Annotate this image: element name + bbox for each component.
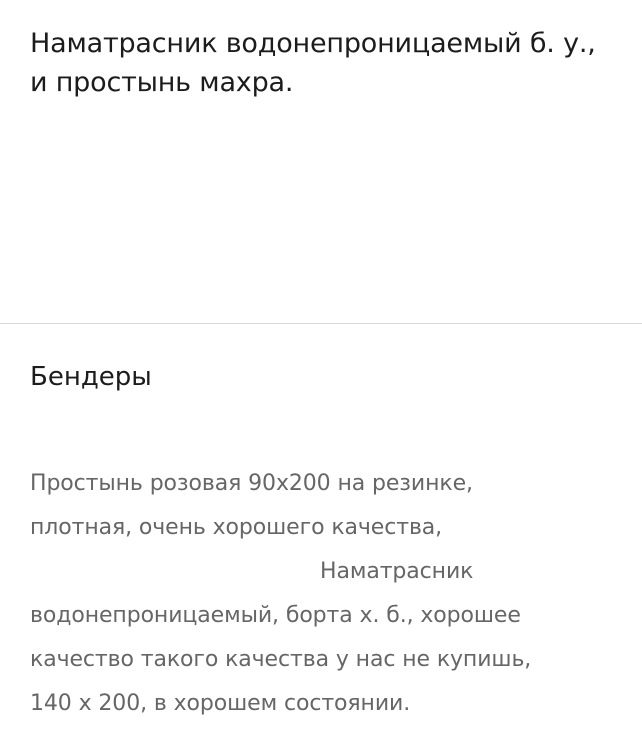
description-line: водонепроницаемый, борта х. б., хорошее: [30, 603, 521, 628]
location-label: Бендеры: [30, 362, 152, 392]
description-line: Простынь розовая 90х200 на резинке,: [30, 471, 473, 496]
divider: [0, 323, 642, 324]
listing-image-area[interactable]: [0, 118, 642, 323]
description-line: Наматрасник: [320, 559, 474, 584]
listing-title: Наматрасник водонепроницаемый б. у., и простынь махра.: [30, 28, 596, 98]
listing-description: [30, 462, 630, 726]
description-line: 140 х 200, в хорошем состоянии.: [30, 691, 411, 716]
description-line: плотная, очень хорошего качества,: [30, 515, 443, 540]
description-line: качество такого качества у нас не купишь,: [30, 647, 532, 672]
